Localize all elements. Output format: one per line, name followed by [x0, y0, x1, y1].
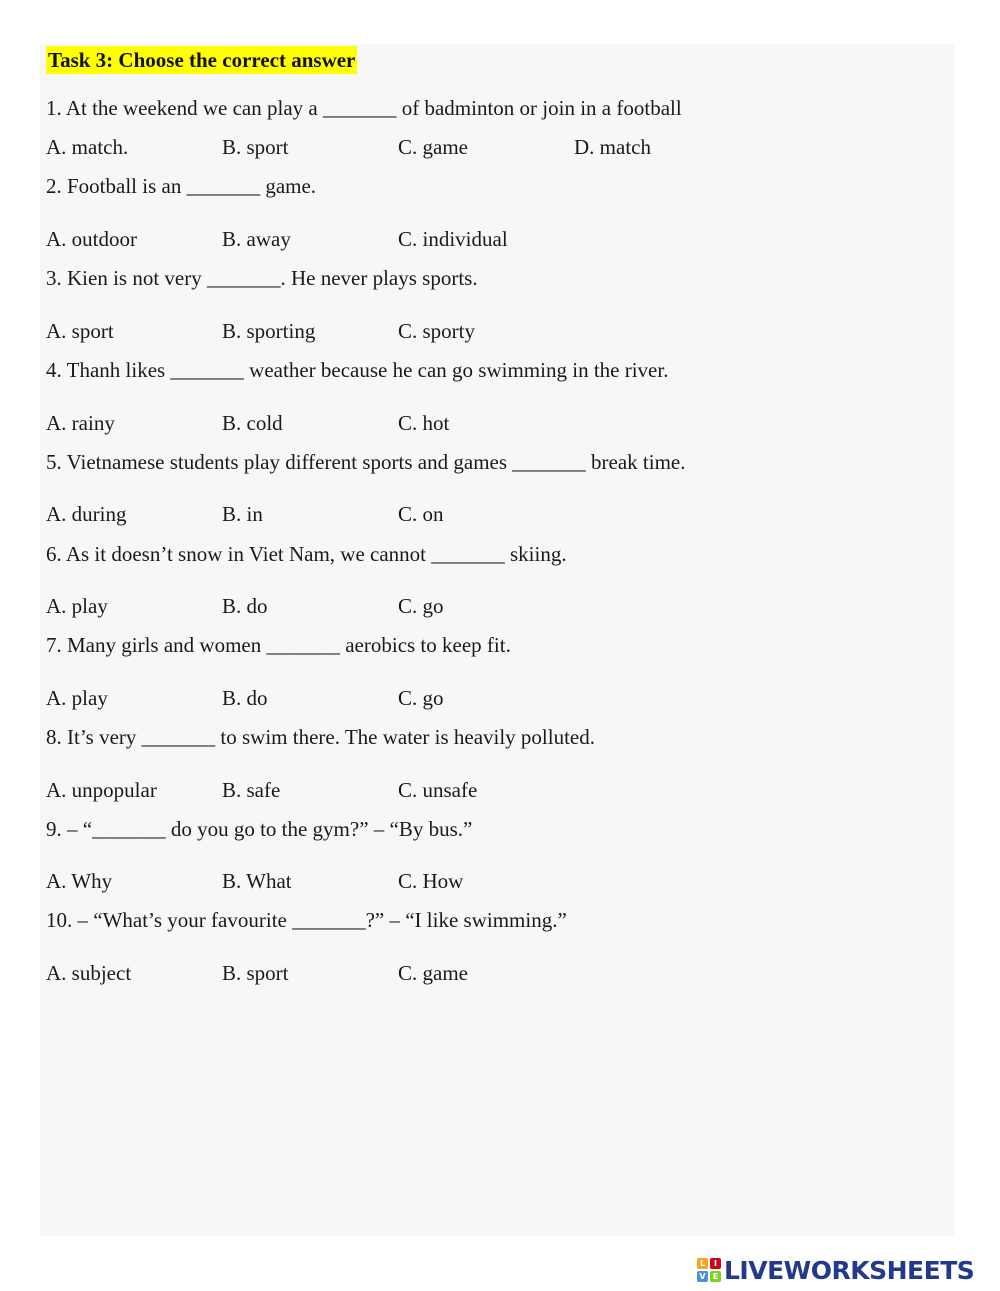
option-6-b[interactable]: B. do: [222, 594, 268, 618]
option-9-c[interactable]: C. How: [398, 869, 464, 893]
option-5-b[interactable]: B. in: [222, 502, 263, 526]
option-1-b[interactable]: B. sport: [222, 135, 289, 159]
option-9-a[interactable]: A. Why: [46, 869, 113, 893]
option-7-b[interactable]: B. do: [222, 686, 268, 710]
option-3-a[interactable]: A. sport: [46, 319, 114, 343]
question-7: 7. Many girls and women _______ aerobics to keep fit.: [46, 633, 511, 657]
option-5-a[interactable]: A. during: [46, 502, 127, 526]
option-4-c[interactable]: C. hot: [398, 411, 450, 435]
logo-tile-e: E: [710, 1271, 721, 1282]
question-9: 9. – “_______ do you go to the gym?” – “By bus.”: [46, 817, 473, 841]
option-9-b[interactable]: B. What: [222, 869, 292, 893]
question-2: 2. Football is an _______ game.: [46, 174, 317, 198]
question-10: 10. – “What’s your favourite _______?” – “I like swimming.”: [46, 908, 567, 932]
option-6-a[interactable]: A. play: [46, 594, 108, 618]
logo-tile-l: L: [697, 1258, 708, 1269]
option-1-d[interactable]: D. match: [574, 135, 651, 159]
question-4: 4. Thanh likes _______ weather because he can go swimming in the river.: [46, 358, 669, 382]
option-4-a[interactable]: A. rainy: [46, 411, 115, 435]
question-1: 1. At the weekend we can play a _______ of badminton or join in a football: [46, 96, 682, 120]
option-2-c[interactable]: C. individual: [398, 227, 508, 251]
option-8-a[interactable]: A. unpopular: [46, 778, 157, 802]
logo-mark-icon: [697, 1258, 721, 1282]
option-10-b[interactable]: B. sport: [222, 961, 289, 985]
option-3-b[interactable]: B. sporting: [222, 319, 316, 343]
option-2-a[interactable]: A. outdoor: [46, 227, 137, 251]
option-1-a[interactable]: A. match.: [46, 135, 129, 159]
option-4-b[interactable]: B. cold: [222, 411, 283, 435]
question-8: 8. It’s very _______ to swim there. The water is heavily polluted.: [46, 725, 596, 749]
logo-text: LIVEWORKSHEETS: [724, 1255, 975, 1285]
option-8-c[interactable]: C. unsafe: [398, 778, 478, 802]
option-1-c[interactable]: C. game: [398, 135, 468, 159]
option-5-c[interactable]: C. on: [398, 502, 444, 526]
question-6: 6. As it doesn’t snow in Viet Nam, we cannot _______ skiing.: [46, 542, 567, 566]
question-3: 3. Kien is not very _______. He never plays sports.: [46, 266, 478, 290]
option-10-a[interactable]: A. subject: [46, 961, 132, 985]
option-7-a[interactable]: A. play: [46, 686, 108, 710]
option-6-c[interactable]: C. go: [398, 594, 444, 618]
option-3-c[interactable]: C. sporty: [398, 319, 476, 343]
task-title: Task 3: Choose the correct answer: [48, 48, 356, 72]
question-5: 5. Vietnamese students play different sports and games _______ break time.: [46, 450, 686, 474]
option-2-b[interactable]: B. away: [222, 227, 291, 251]
option-8-b[interactable]: B. safe: [222, 778, 281, 802]
option-7-c[interactable]: C. go: [398, 686, 444, 710]
logo-tile-v: V: [697, 1271, 708, 1282]
option-10-c[interactable]: C. game: [398, 961, 468, 985]
liveworksheets-logo[interactable]: [697, 1255, 974, 1285]
logo-tile-i: I: [710, 1258, 721, 1269]
